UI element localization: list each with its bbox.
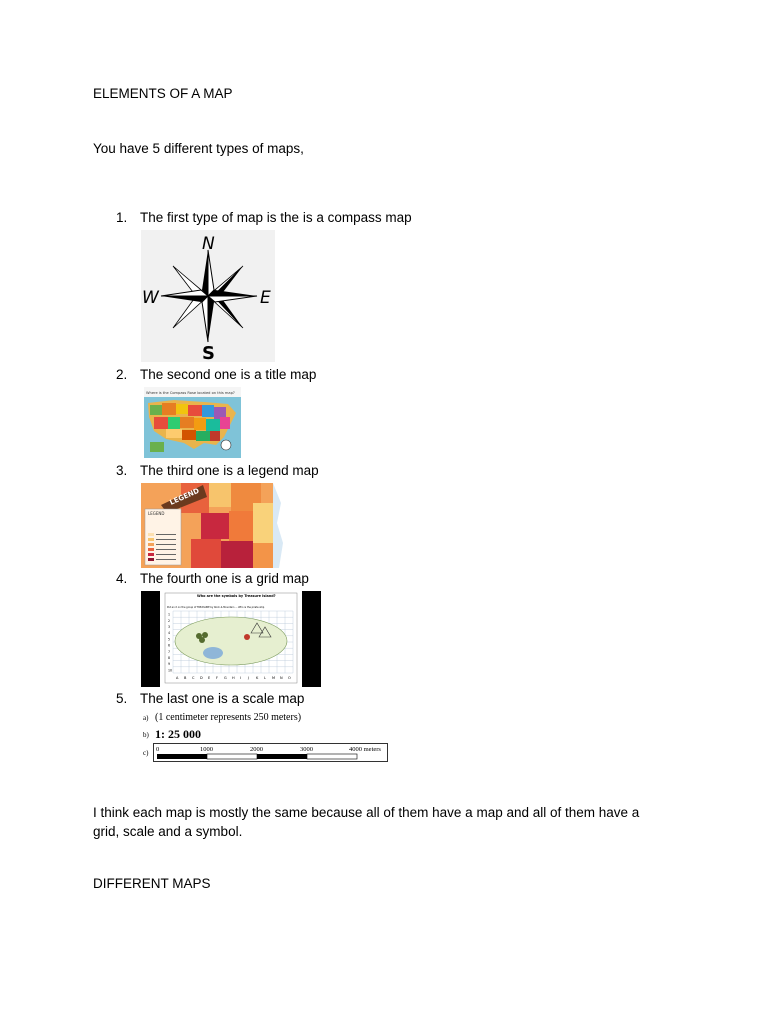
compass-south-label: S xyxy=(202,343,215,362)
scale-a-text: (1 centimeter represents 250 meters) xyxy=(155,712,302,723)
grid-row-label: 4 xyxy=(168,631,171,636)
legend-box-title: LEGEND xyxy=(148,511,165,516)
compass-map-image xyxy=(141,230,275,362)
scale-c-label: c) xyxy=(143,749,149,757)
grid-col-label: A xyxy=(176,676,179,680)
scale-b-text: 1: 25 000 xyxy=(155,727,201,741)
list-item-scale-map: The last one is a scale map xyxy=(140,691,305,706)
list-number-4: 4. xyxy=(116,571,128,586)
grid-row-label: 10 xyxy=(168,668,173,673)
grid-row-label: 2 xyxy=(168,618,171,623)
grid-col-label: O xyxy=(288,676,291,680)
grid-col-label: L xyxy=(264,676,266,680)
intro-text: You have 5 different types of maps, xyxy=(93,141,304,156)
list-number-1: 1. xyxy=(116,210,128,225)
grid-col-label: J xyxy=(248,676,250,680)
grid-row-label: 3 xyxy=(168,625,171,629)
scale-a-label: a) xyxy=(143,714,149,722)
grid-row-label: 7 xyxy=(168,649,171,654)
list-number-5: 5. xyxy=(116,691,128,706)
title-map-caption: Where is the Compass Rose located on this map? xyxy=(146,391,235,395)
scale-tick-2000: 2000 xyxy=(250,746,263,753)
legend-map-image xyxy=(141,483,301,568)
scale-tick-4000: 4000 meters xyxy=(349,746,381,753)
list-item-grid-map: The fourth one is a grid map xyxy=(140,571,309,586)
grid-row-label: 1 xyxy=(168,612,171,617)
grid-map-instruction: Put an X on the group of TREASURE by Rock & Mountain ... Who is the pirate ship xyxy=(167,606,265,609)
list-item-legend-map: The third one is a legend map xyxy=(140,463,319,478)
grid-col-label: N xyxy=(280,676,283,680)
grid-col-label: I xyxy=(240,676,242,680)
compass-north-label: N xyxy=(202,234,215,254)
legend-banner-text: LEGEND xyxy=(168,486,201,507)
conclusion-line-1: I think each map is mostly the same because all of them have a map and all of them have a xyxy=(93,805,640,820)
scale-b-label: b) xyxy=(143,731,149,739)
list-item-title-map: The second one is a title map xyxy=(140,367,317,382)
grid-map-title: Who are the symbols by Treasure Island? xyxy=(197,594,276,598)
grid-col-label: G xyxy=(224,676,227,680)
compass-west-label: W xyxy=(142,288,159,308)
grid-col-label: M xyxy=(272,676,276,680)
scale-tick-0: 0 xyxy=(156,746,160,753)
grid-col-label: K xyxy=(256,676,259,680)
page-title: ELEMENTS OF A MAP xyxy=(93,86,233,101)
title-map-image xyxy=(144,387,241,458)
grid-row-label: 9 xyxy=(168,662,171,667)
list-number-2: 2. xyxy=(116,367,128,382)
list-item-compass: The first type of map is the is a compass map xyxy=(140,210,412,225)
list-number-3: 3. xyxy=(116,463,128,478)
grid-col-label: C xyxy=(192,676,195,680)
grid-map-image xyxy=(141,591,321,687)
grid-col-label: B xyxy=(184,676,187,680)
section-heading-different-maps: DIFFERENT MAPS xyxy=(93,876,211,891)
grid-col-label: H xyxy=(232,676,235,680)
scale-tick-1000: 1000 xyxy=(200,746,213,753)
grid-row-label: 8 xyxy=(168,656,171,660)
grid-col-label: D xyxy=(200,676,203,680)
scale-tick-3000: 3000 xyxy=(300,746,313,753)
scale-map-image xyxy=(141,709,391,765)
grid-row-label: 5 xyxy=(168,637,171,642)
conclusion-line-2: grid, scale and a symbol. xyxy=(93,824,243,839)
grid-col-label: E xyxy=(208,676,211,680)
grid-row-label: 6 xyxy=(168,643,171,648)
compass-east-label: E xyxy=(260,288,271,308)
grid-col-label: F xyxy=(216,676,219,680)
